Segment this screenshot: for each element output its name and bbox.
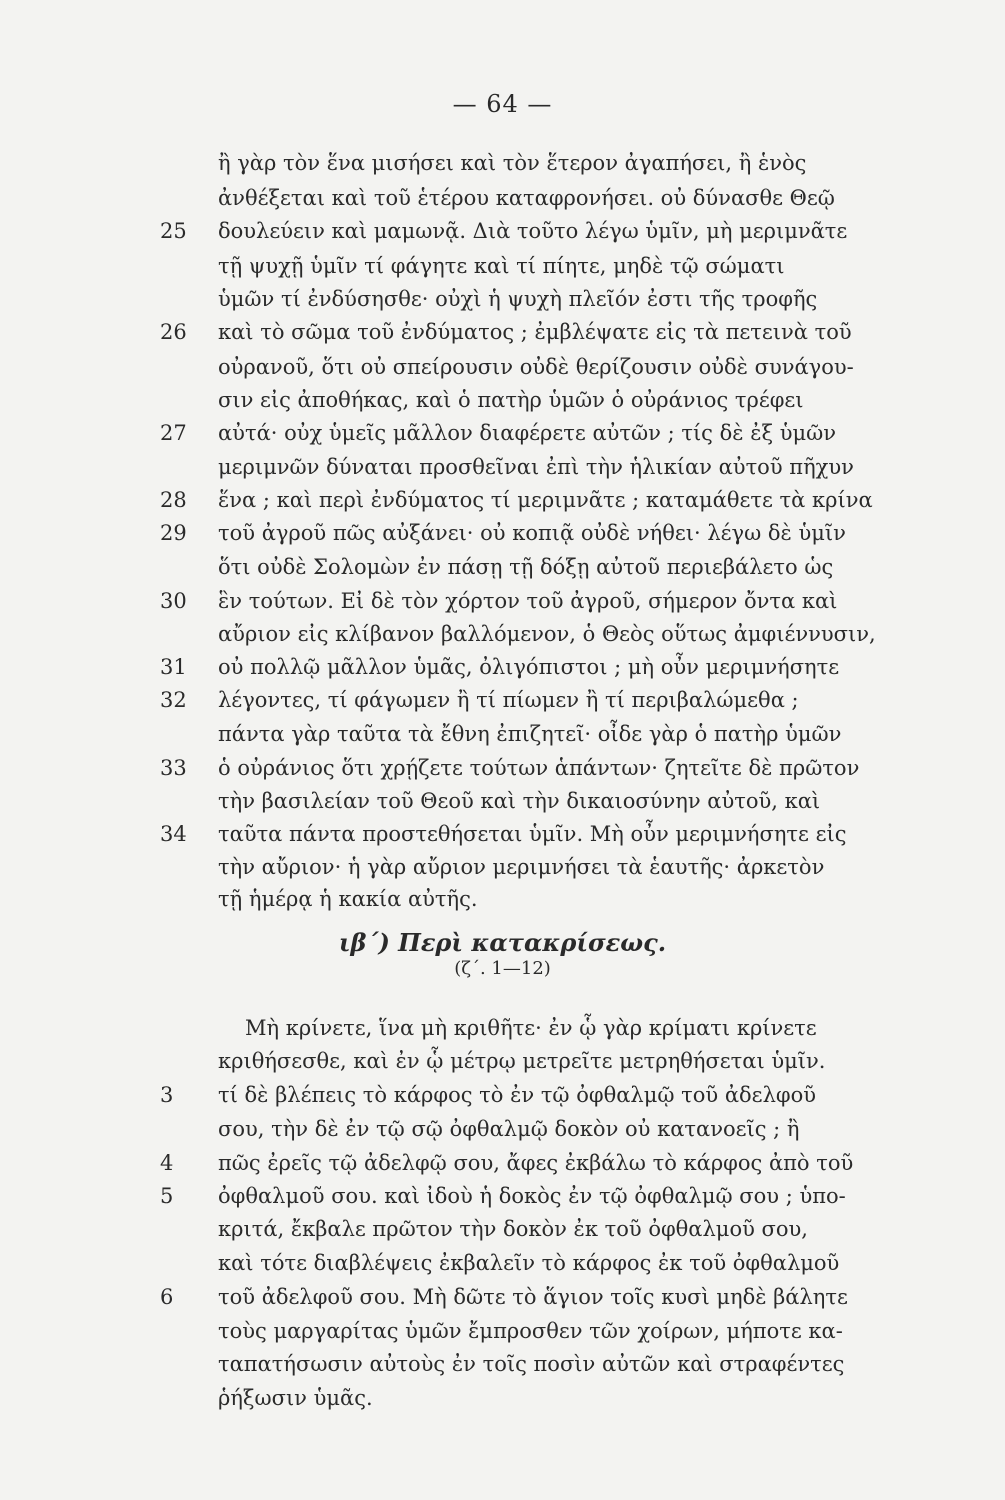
text-line: οὐ πολλῷ μᾶλλον ὑμᾶς, ὀλιγόπιστοι ; μὴ οὖν μεριμνήσητε [218,655,840,679]
text-line: ἕνα ; καὶ περὶ ἐνδύματος τί μεριμνᾶτε ; καταμάθετε τὰ κρίνα [218,488,873,512]
text-line: τί δὲ βλέπεις τὸ κάρφος τὸ ἐν τῷ ὀφθαλμῷ τοῦ ἀδελφοῦ [218,1083,816,1107]
verse-number: 4 [160,1151,174,1175]
page-number: — 64 — [452,90,553,118]
text-line: αὐτά· οὐχ ὑμεῖς μᾶλλον διαφέρετε αὐτῶν ; τίς δὲ ἐξ ὑμῶν [218,421,837,445]
text-line: καὶ τὸ σῶμα τοῦ ἐνδύματος ; ἐμβλέψατε εἰς τὰ πετεινὰ τοῦ [218,320,852,344]
text-line: αὔριον εἰς κλίβανον βαλλόμενον, ὁ Θεὸς οὕτως ἀμφιέννυσιν, [218,622,876,646]
text-line: ὑμῶν τί ἐνδύσησθε· οὐχὶ ἡ ψυχὴ πλεῖόν ἐστι τῆς τροφῆς [218,287,818,311]
text-line: κριτά, ἔκβαλε πρῶτον τὴν δοκὸν ἐκ τοῦ ὀφθαλμοῦ σου, [218,1217,808,1241]
text-line: τοῦ ἀδελφοῦ σου. Μὴ δῶτε τὸ ἅγιον τοῖς κυσὶ μηδὲ βάλητε [218,1285,848,1309]
verse-number: 6 [160,1285,174,1309]
text-line: ὁ οὐράνιος ὅτι χρῄζετε τούτων ἁπάντων· ζητεῖτε δὲ πρῶτον [218,756,860,780]
verse-number: 30 [160,589,187,613]
verse-number: 26 [160,320,187,344]
verse-number: 33 [160,756,187,780]
text-line: ῥήξωσιν ὑμᾶς. [218,1386,373,1410]
text-line: ἀνθέξεται καὶ τοῦ ἑτέρου καταφρονήσει. οὐ δύνασθε Θεῷ [218,186,835,210]
text-line: τῇ ψυχῇ ὑμῖν τί φάγητε καὶ τί πίητε, μηδὲ τῷ σώματι [218,254,785,278]
text-line: σιν εἰς ἀποθήκας, καὶ ὁ πατὴρ ὑμῶν ὁ οὐράνιος τρέφει [218,388,804,412]
text-line: τοὺς μαργαρίτας ὑμῶν ἔμπροσθεν τῶν χοίρων, μήποτε κα- [218,1319,843,1343]
text-line: τοῦ ἀγροῦ πῶς αὐξάνει· οὐ κοπιᾷ οὐδὲ νήθει· λέγω δὲ ὑμῖν [218,521,846,545]
text-line: πάντα γὰρ ταῦτα τὰ ἔθνη ἐπιζητεῖ· οἶδε γὰρ ὁ πατὴρ ὑμῶν [218,722,842,746]
verse-number: 27 [160,421,187,445]
verse-number: 31 [160,655,187,679]
text-line: οὐρανοῦ, ὅτι οὐ σπείρουσιν οὐδὲ θερίζουσιν οὐδὲ συνάγου- [218,355,854,379]
text-line: κριθήσεσθε, καὶ ἐν ᾧ μέτρῳ μετρεῖτε μετρηθήσεται ὑμῖν. [218,1049,826,1073]
verse-number: 29 [160,521,187,545]
text-line: καὶ τότε διαβλέψεις ἐκβαλεῖν τὸ κάρφος ἐκ τοῦ ὀφθαλμοῦ [218,1251,840,1275]
text-line: ταπατήσωσιν αὐτοὺς ἐν τοῖς ποσὶν αὐτῶν καὶ στραφέντες [218,1352,845,1376]
verse-number: 28 [160,488,187,512]
text-line: τῇ ἡμέρᾳ ἡ κακία αὐτῆς. [218,887,478,911]
text-line: ταῦτα πάντα προστεθήσεται ὑμῖν. Μὴ οὖν μεριμνήσητε εἰς [218,822,847,846]
section-heading: ιβ΄) Περὶ κατακρίσεως. [338,928,667,957]
verse-number: 3 [160,1083,174,1107]
verse-number: 25 [160,219,187,243]
text-line: ἓν τούτων. Εἰ δὲ τὸν χόρτον τοῦ ἀγροῦ, σήμερον ὄντα καὶ [218,589,838,613]
text-line: ἢ γὰρ τὸν ἕνα μισήσει καὶ τὸν ἕτερον ἀγαπήσει, ἢ ἑνὸς [218,151,807,175]
text-line: σου, τὴν δὲ ἐν τῷ σῷ ὀφθαλμῷ δοκὸν οὐ κατανοεῖς ; ἢ [218,1117,800,1141]
text-line: ὀφθαλμοῦ σου. καὶ ἰδοὺ ἡ δοκὸς ἐν τῷ ὀφθαλμῷ σου ; ὑπο- [218,1184,846,1208]
text-line: τὴν βασιλείαν τοῦ Θεοῦ καὶ τὴν δικαιοσύνην αὐτοῦ, καὶ [218,789,821,813]
section-reference: (ζ΄. 1—12) [454,958,551,979]
text-line: ὅτι οὐδὲ Σολομὼν ἐν πάσῃ τῇ δόξῃ αὐτοῦ περιεβάλετο ὡς [218,555,834,579]
text-line: μεριμνῶν δύναται προσθεῖναι ἐπὶ τὴν ἡλικίαν αὐτοῦ πῆχυν [218,455,854,479]
text-line: τὴν αὔριον· ἡ γὰρ αὔριον μεριμνήσει τὰ ἑαυτῆς· ἀρκετὸν [218,855,825,879]
verse-number: 5 [160,1184,174,1208]
text-line: πῶς ἐρεῖς τῷ ἀδελφῷ σου, ἄφες ἐκβάλω τὸ κάρφος ἀπὸ τοῦ [218,1151,854,1175]
text-line: δουλεύειν καὶ μαμωνᾷ. Διὰ τοῦτο λέγω ὑμῖν, μὴ μεριμνᾶτε [218,219,848,243]
text-line: Μὴ κρίνετε, ἵνα μὴ κριθῆτε· ἐν ᾧ γὰρ κρίματι κρίνετε [245,1016,817,1040]
text-line: λέγοντες, τί φάγωμεν ἢ τί πίωμεν ἢ τί περιβαλώμεθα ; [218,688,799,712]
verse-number: 34 [160,822,187,846]
verse-number: 32 [160,688,187,712]
